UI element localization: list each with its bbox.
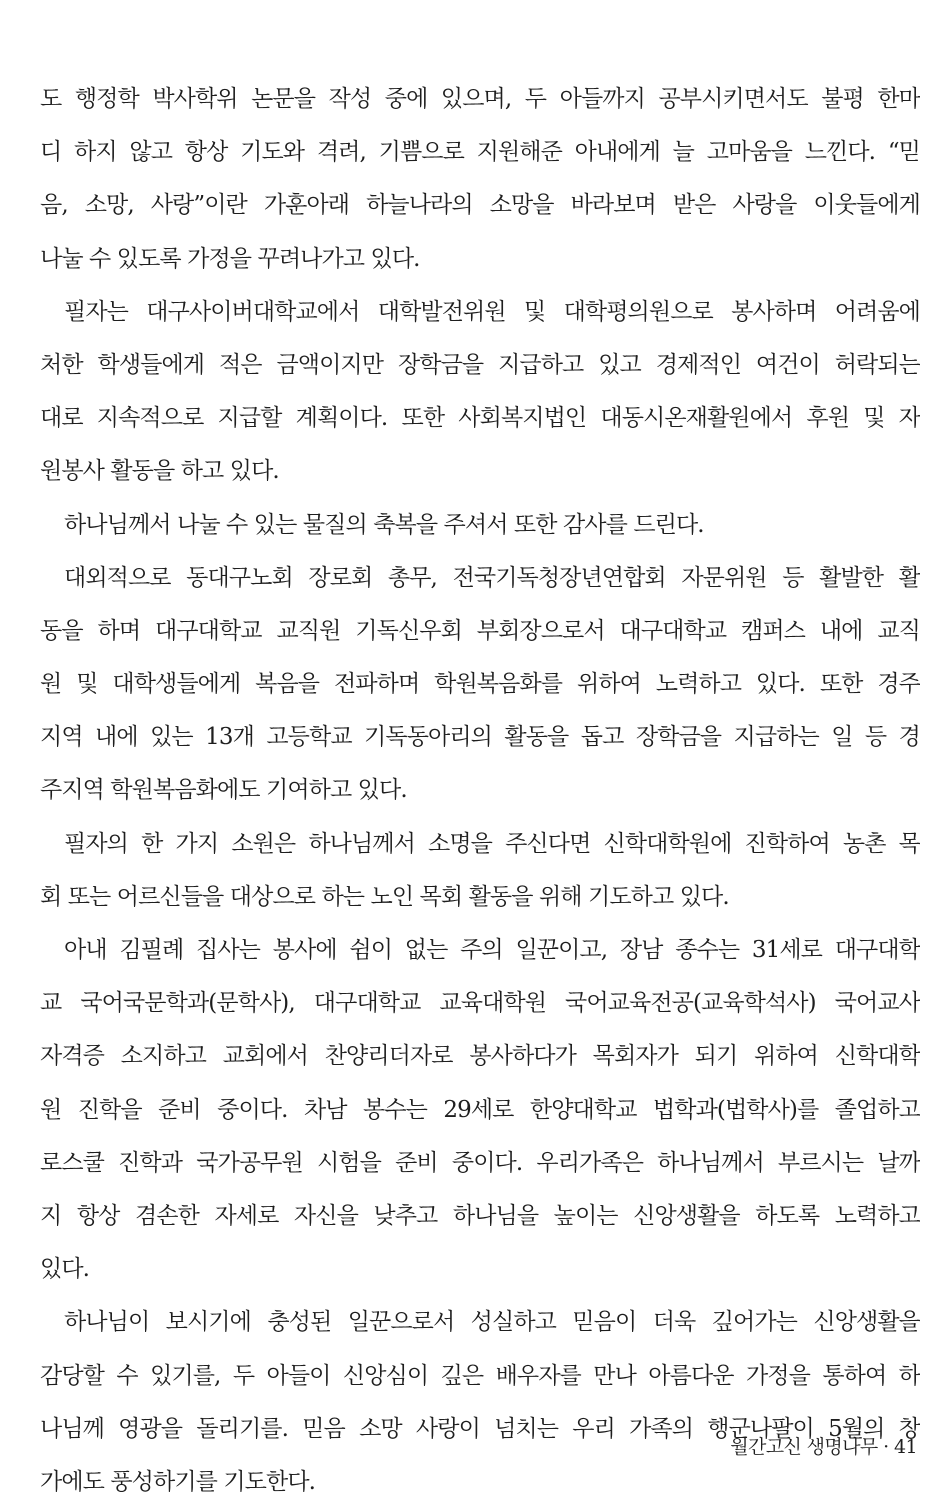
text-line: 나눌 수 있도록 가정을 꾸려나가고 있다. — [40, 245, 420, 272]
text-line: 도 행정학 박사학위 논문을 작성 중에 있으며, 두 아들까지 공부시키면서도 불평 한마 — [40, 86, 920, 112]
text-line: 음, 소망, 사랑”이란 가훈아래 하늘나라의 소망을 바라보며 받은 사랑을 이웃들에게 — [40, 192, 920, 219]
text-line: 지 항상 겸손한 자세로 자신을 낮추고 하나님을 높이는 신앙생활을 하도록 노력하고 — [40, 1202, 920, 1229]
text-line: 교 국어국문학과(문학사), 대구대학교 교육대학원 국어교육전공(교육학석사) 국어교사 — [40, 990, 920, 1017]
text-line: 자격증 소지하고 교회에서 찬양리더자로 봉사하다가 목회자가 되기 위하여 신학대학 — [40, 1043, 920, 1070]
text-line: 필자의 한 가지 소원은 하나님께서 소명을 주신다면 신학대학원에 진학하여 농촌 목 — [64, 830, 920, 857]
text-line: 처한 학생들에게 적은 금액이지만 장학금을 지급하고 있고 경제적인 여건이 허락되는 — [40, 351, 920, 378]
text-line: 대외적으로 동대구노회 장로회 총무, 전국기독청장년연합회 자문위원 등 활발한 활 — [64, 564, 920, 591]
text-line: 원봉사 활동을 하고 있다. — [40, 458, 279, 485]
text-line: 지역 내에 있는 13개 고등학교 기독동아리의 활동을 돕고 장학금을 지급하는 일 등 경 — [40, 724, 920, 751]
text-line: 하나님께서 나눌 수 있는 물질의 축복을 주셔서 또한 감사를 드린다. — [64, 511, 704, 538]
text-line: 디 하지 않고 항상 기도와 격려, 기쁨으로 지원해준 아내에게 늘 고마움을 느낀다. “믿 — [40, 139, 920, 166]
text-line: 있다. — [40, 1256, 90, 1283]
text-line: 하나님이 보시기에 충성된 일꾼으로서 성실하고 믿음이 더욱 깊어가는 신앙생활을 — [64, 1309, 920, 1336]
text-line: 동을 하며 대구대학교 교직원 기독신우회 부회장으로서 대구대학교 캠퍼스 내에 교직 — [40, 617, 920, 644]
text-line: 로스쿨 진학과 국가공무원 시험을 준비 중이다. 우리가족은 하나님께서 부르시는 날까 — [40, 1149, 920, 1176]
text-line: 아내 김필례 집사는 봉사에 쉼이 없는 주의 일꾼이고, 장남 종수는 31세로 대구대학 — [64, 937, 920, 963]
body-text — [40, 73, 920, 1509]
text-line: 감당할 수 있기를, 두 아들이 신앙심이 깊은 배우자를 만나 아름다운 가정을 통하여 하 — [40, 1362, 920, 1389]
text-line: 회 또는 어르신들을 대상으로 하는 노인 목회 활동을 위해 기도하고 있다. — [40, 883, 729, 910]
text-line: 나님께 영광을 돌리기를. 믿음 소망 사랑이 넘치는 우리 가족의 행군나팔이 5월의 창 — [40, 1415, 920, 1442]
page-footer: 월간고신 생명나무 · 41 — [730, 1436, 917, 1458]
text-line: 원 및 대학생들에게 복음을 전파하며 학원복음화를 위하여 노력하고 있다. 또한 경주 — [40, 671, 920, 698]
text-line: 가에도 풍성하기를 기도한다. — [40, 1468, 316, 1495]
text-line: 주지역 학원복음화에도 기여하고 있다. — [40, 777, 407, 804]
text-line: 대로 지속적으로 지급할 계획이다. 또한 사회복지법인 대동시온재활원에서 후원 및 자 — [40, 405, 920, 432]
text-line: 필자는 대구사이버대학교에서 대학발전위원 및 대학평의원으로 봉사하며 어려움에 — [64, 298, 920, 325]
text-line: 원 진학을 준비 중이다. 차남 봉수는 29세로 한양대학교 법학과(법학사)를 졸업하고 — [40, 1096, 920, 1123]
